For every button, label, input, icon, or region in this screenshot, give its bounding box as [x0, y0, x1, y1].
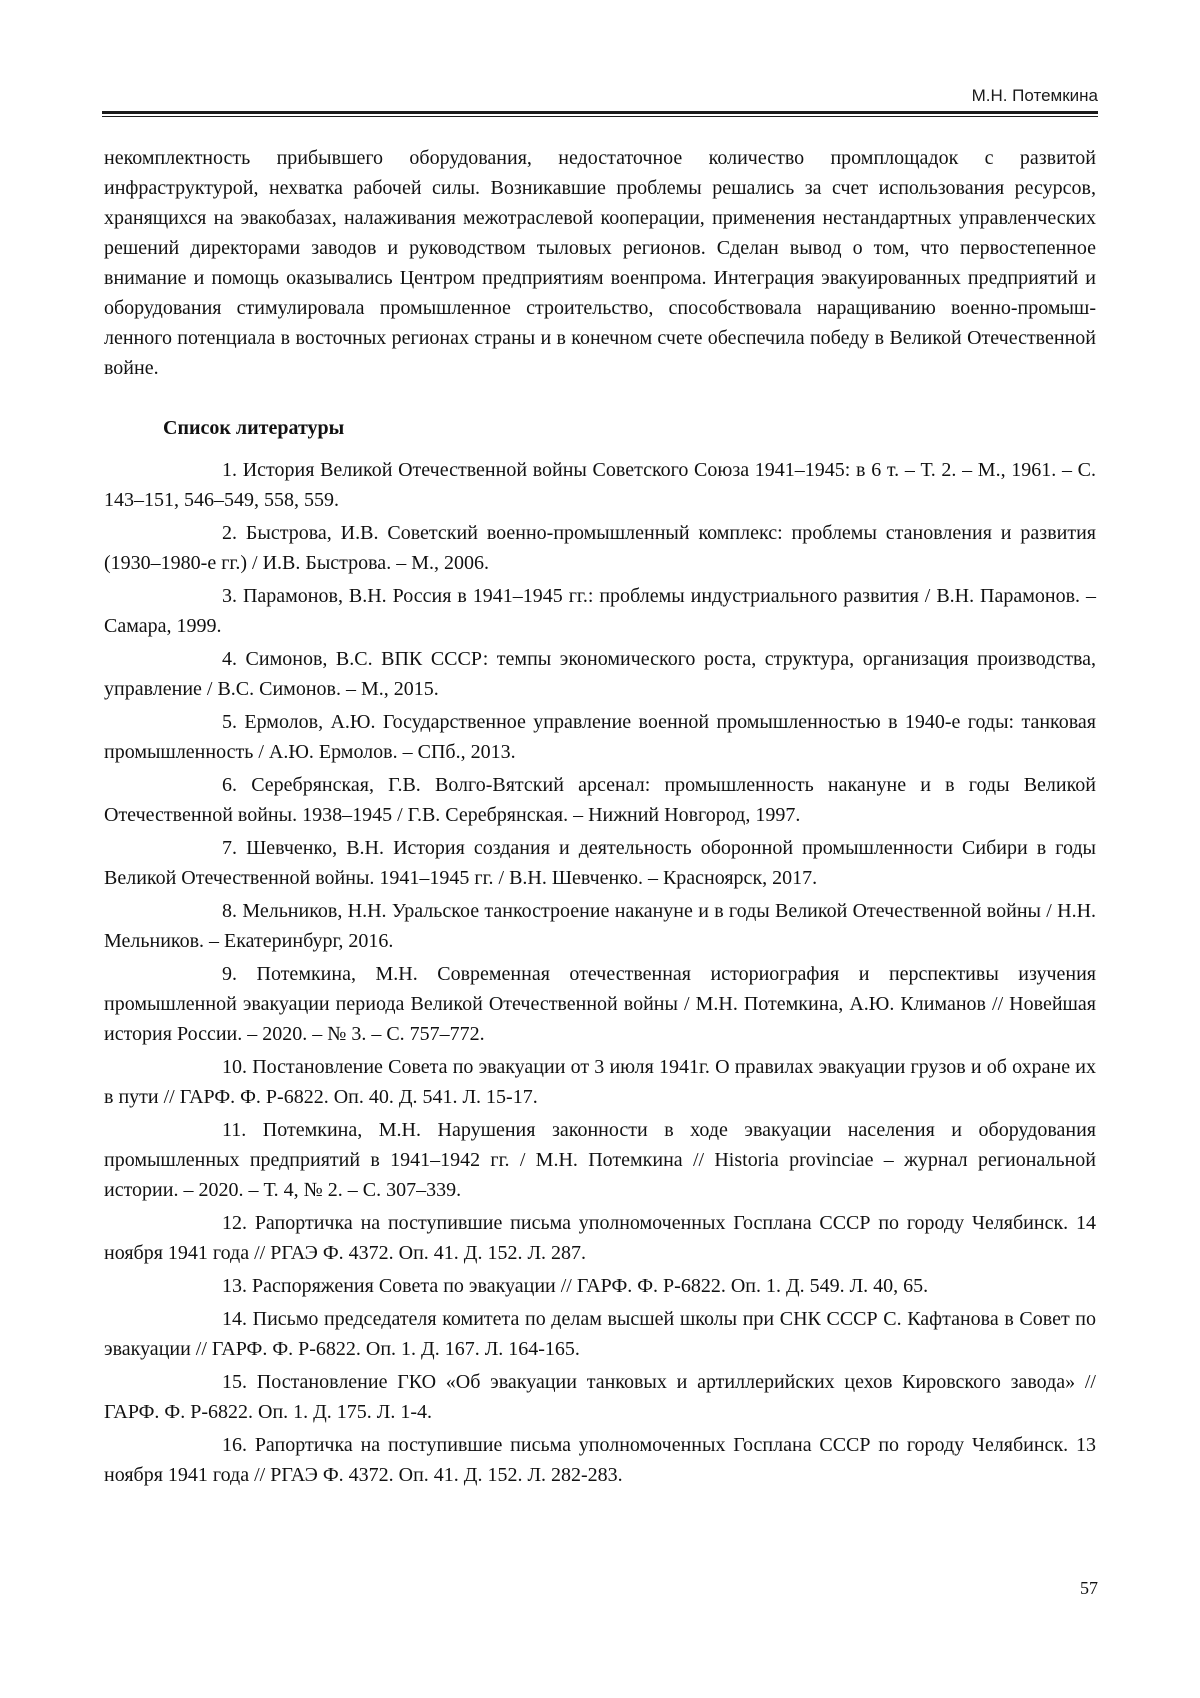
reference-item — [104, 770, 1096, 830]
reference-item — [104, 581, 1096, 641]
reference-number: 12. — [222, 1212, 247, 1234]
reference-item — [104, 1430, 1096, 1490]
reference-number: 8. — [222, 900, 237, 922]
reference-number: 16. — [222, 1434, 247, 1456]
reference-item — [104, 1271, 1096, 1301]
reference-text: Парамонов, В.Н. Россия в 1941–1945 гг.: проблемы индустриального развития / В.Н. Парамонов. – Самара, 1999. — [104, 585, 1096, 637]
reference-item — [104, 644, 1096, 704]
reference-text: Ермолов, А.Ю. Государственное управление военной промышленностью в 1940-е годы: танковая промышленность / А.Ю. Ермолов. – СПб., 2013. — [104, 711, 1096, 763]
page-content — [104, 143, 1096, 1493]
header-rule-thick — [102, 111, 1098, 114]
references-heading: Список литературы — [163, 417, 345, 439]
reference-text: Мельников, Н.Н. Уральское танкостроение накануне и в годы Великой Отечественной войны / Н.Н. Мельников. – Екатеринбург, 2016. — [104, 900, 1097, 952]
reference-number: 9. — [222, 963, 237, 985]
reference-number: 5. — [222, 711, 237, 733]
reference-text: Письмо председателя комитета по делам высшей школы при СНК СССР С. Кафтанова в Совет по эвакуации // ГАРФ. Ф. Р-6822. Оп. 1. Д. 167. Л. 164-165. — [104, 1308, 1096, 1360]
reference-text: Постановление Совета по эвакуации от 3 июля 1941г. О правилах эвакуации грузов и об охране их в пути // ГАРФ. Ф. Р-6822. Оп. 40. Д. 541. Л. 15-17. — [104, 1056, 1097, 1108]
reference-item — [104, 896, 1096, 956]
reference-item — [104, 1052, 1096, 1112]
reference-item — [104, 1304, 1096, 1364]
reference-number: 7. — [222, 837, 237, 859]
reference-text: Постановление ГКО «Об эвакуации танковых и артиллерийских цехов Кировского завода» // ГАРФ. Ф. Р-6822. Оп. 1. Д. 175. Л. 1-4. — [104, 1371, 1096, 1423]
reference-number: 3. — [222, 585, 237, 607]
reference-number: 15. — [222, 1371, 247, 1393]
reference-number: 11. — [222, 1119, 247, 1141]
reference-number: 6. — [222, 774, 237, 796]
reference-item — [104, 959, 1096, 1049]
header-rule-thin — [102, 116, 1098, 117]
references-list — [104, 455, 1096, 1490]
reference-number: 2. — [222, 522, 237, 544]
reference-item — [104, 1208, 1096, 1268]
reference-text: Шевченко, В.Н. История создания и деятельность оборонной промышленности Сибири в годы Великой Отечественной войны. 1941–1945 гг. / В.Н. Шевченко. – Красноярск, 2017. — [104, 837, 1096, 889]
reference-text: Рапортичка на поступившие письма уполномоченных Госплана СССР по городу Челябинск. 13 ноября 1941 года // РГАЭ Ф. 4372. Оп. 41. Д. 152. Л. 282-283. — [104, 1434, 1096, 1486]
reference-text: Быстрова, И.В. Советский военно-промышленный комплекс: проблемы становления и развития (1930–1980-е гг.) / И.В. Быстрова. – М., 2006. — [104, 522, 1096, 574]
reference-text: Симонов, В.С. ВПК СССР: темпы экономического роста, структура, организация производства, управление / В.С. Симонов. – М., 2015. — [104, 648, 1096, 700]
reference-text: Рапортичка на поступившие письма уполномоченных Госплана СССР по городу Челябинск. 14 ноября 1941 года // РГАЭ Ф. 4372. Оп. 41. Д. 152. Л. 287. — [104, 1212, 1096, 1264]
reference-number: 10. — [222, 1056, 247, 1078]
reference-item — [104, 1115, 1096, 1205]
reference-text: Потемкина, М.Н. Современная отечественная историография и перспективы изучения промышленной эвакуации периода Великой Отечественной войны / М.Н. Потемкина, А.Ю. Климанов // Новейшая история России. – 2020. – № 3. – С. 757–772. — [104, 963, 1097, 1045]
abstract-paragraph: некомплектность прибывшего оборудования, недостаточное количество промплощадок с развитой инфраструктурой, нехватка рабочей силы. Возникавшие проблемы решались за счет использования ресурсов, хранящихся на эвакобазах, налаживания межотраслевой кооперации, применения нестандартных управленческих решений директорами заводов и руководством тыловых регионов. Сделан вывод о том, что первостепенное внимание и помощь оказывались Центром предприятиям военпрома. Интеграция эвакуированных предприятий и оборудования стимулировала промышленное строительство, способствовала наращиванию военно-промышленного потенциала в восточных регионах страны и в конечном счете обеспечила победу в Великой Отечественной войне. — [104, 147, 1096, 379]
reference-number: 14. — [222, 1308, 247, 1330]
reference-text: Серебрянская, Г.В. Волго-Вятский арсенал: промышленность накануне и в годы Великой Отечественной войны. 1938–1945 / Г.В. Серебрянская. – Нижний Новгород, 1997. — [104, 774, 1096, 826]
reference-text: Распоряжения Совета по эвакуации // ГАРФ. Ф. Р-6822. Оп. 1. Д. 549. Л. 40, 65. — [252, 1275, 929, 1297]
reference-number: 1. — [222, 459, 237, 481]
reference-item — [104, 833, 1096, 893]
running-head-author: М.Н. Потемкина — [971, 86, 1098, 105]
reference-number: 4. — [222, 648, 237, 670]
reference-item — [104, 1367, 1096, 1427]
reference-number: 13. — [222, 1275, 247, 1297]
reference-item — [104, 455, 1096, 515]
reference-text: Потемкина, М.Н. Нарушения законности в ходе эвакуации населения и оборудования промышленных предприятий в 1941–1942 гг. / М.Н. Потемкина // Historia provinciae – журнал региональной истории. – 2020. – Т. 4, № 2. – С. 307–339. — [104, 1119, 1097, 1201]
reference-item — [104, 707, 1096, 767]
reference-text: История Великой Отечественной войны Советского Союза 1941–1945: в 6 т. – Т. 2. – М., 1961. – С. 143–151, 546–549, 558, 559. — [104, 459, 1097, 511]
page-number: 57 — [1080, 1578, 1098, 1598]
reference-item — [104, 518, 1096, 578]
